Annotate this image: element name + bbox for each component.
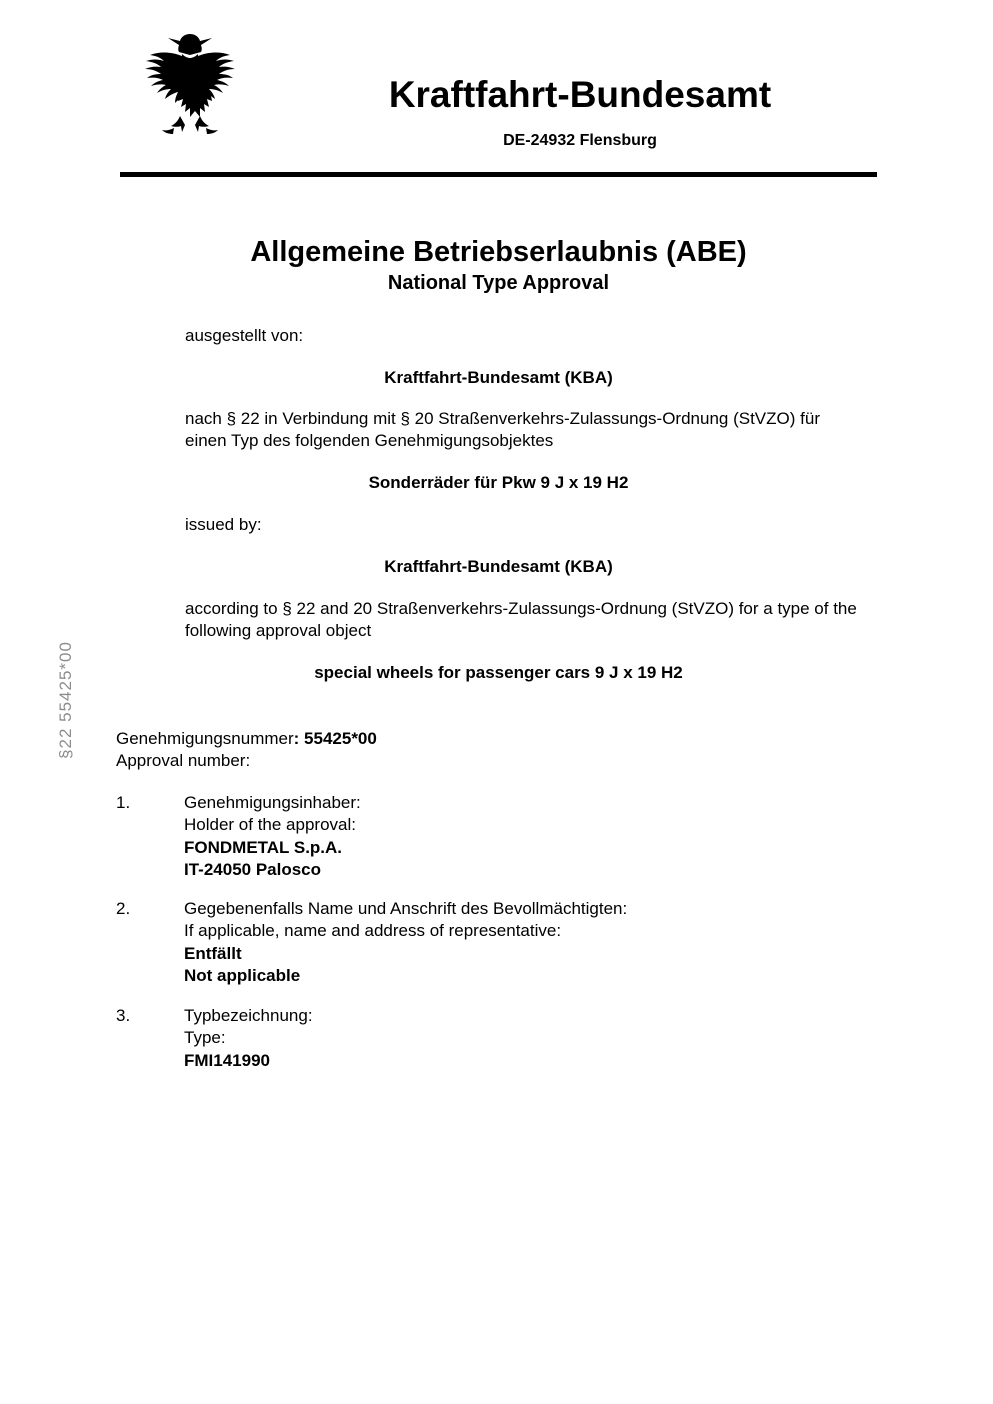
- approval-number-block: [116, 728, 816, 773]
- document-header: [120, 28, 880, 148]
- organization-address: DE-24932 Flensburg: [503, 132, 657, 149]
- approval-number-value: : 55425*00: [293, 729, 377, 748]
- item-value-line2: IT-24050 Palosco: [184, 860, 322, 880]
- list-item: [116, 898, 916, 988]
- item-number: 1.: [116, 793, 131, 812]
- item-label-de: Typbezeichnung:: [184, 1006, 313, 1025]
- authority-name-de: Kraftfahrt-Bundesamt (KBA): [384, 368, 613, 387]
- list-item: [116, 1005, 916, 1072]
- organization-title: Kraftfahrt-Bundesamt: [388, 74, 772, 115]
- item-value-line1: FONDMETAL S.p.A.: [184, 837, 343, 857]
- authority-name-en: Kraftfahrt-Bundesamt (KBA): [384, 557, 613, 576]
- approval-number-label-de: Genehmigungsnummer: [116, 729, 294, 748]
- legal-paragraph-de: nach § 22 in Verbindung mit § 20 Straßenverkehrs-Zulassungs-Ordnung (StVZO) für einen Typ des folgenden Genehmigungsobjektes: [185, 409, 820, 451]
- federal-eagle-icon: [130, 28, 250, 148]
- header-divider: [120, 172, 877, 177]
- approval-number-label-en: Approval number:: [116, 751, 251, 771]
- item-label-en: If applicable, name and address of representative:: [184, 921, 562, 941]
- item-body: [184, 1005, 904, 1072]
- legal-paragraph-en: according to § 22 and 20 Straßenverkehrs-Zulassungs-Ordnung (StVZO) for a type of the following approval object: [185, 599, 857, 641]
- item-value-line1: Entfällt: [184, 943, 242, 963]
- item-number: 2.: [116, 899, 131, 918]
- item-label-en: Type:: [184, 1028, 226, 1048]
- item-body: [184, 898, 904, 988]
- issued-by-label-de: ausgestellt von:: [185, 326, 304, 345]
- item-number: 3.: [116, 1006, 131, 1025]
- item-label-de: Genehmigungsinhaber:: [184, 793, 361, 812]
- list-item: [116, 792, 916, 882]
- page-subtitle: National Type Approval: [387, 272, 610, 294]
- page-title: Allgemeine Betriebserlaubnis (ABE): [250, 236, 747, 268]
- approval-number-line-de: [116, 728, 816, 750]
- item-value-line1: FMI141990: [184, 1050, 270, 1070]
- approval-object-en: special wheels for passenger cars 9 J x 19 H2: [314, 663, 683, 682]
- item-label-de: Gegebenenfalls Name und Anschrift des Bevollmächtigten:: [184, 899, 628, 918]
- item-body: [184, 792, 904, 882]
- item-value-line2: Not applicable: [184, 966, 301, 986]
- side-reference-text: §22 55425*00: [56, 641, 75, 759]
- issued-by-label-en: issued by:: [185, 515, 262, 534]
- item-label-en: Holder of the approval:: [184, 815, 356, 835]
- approval-object-de: Sonderräder für Pkw 9 J x 19 H2: [368, 473, 629, 492]
